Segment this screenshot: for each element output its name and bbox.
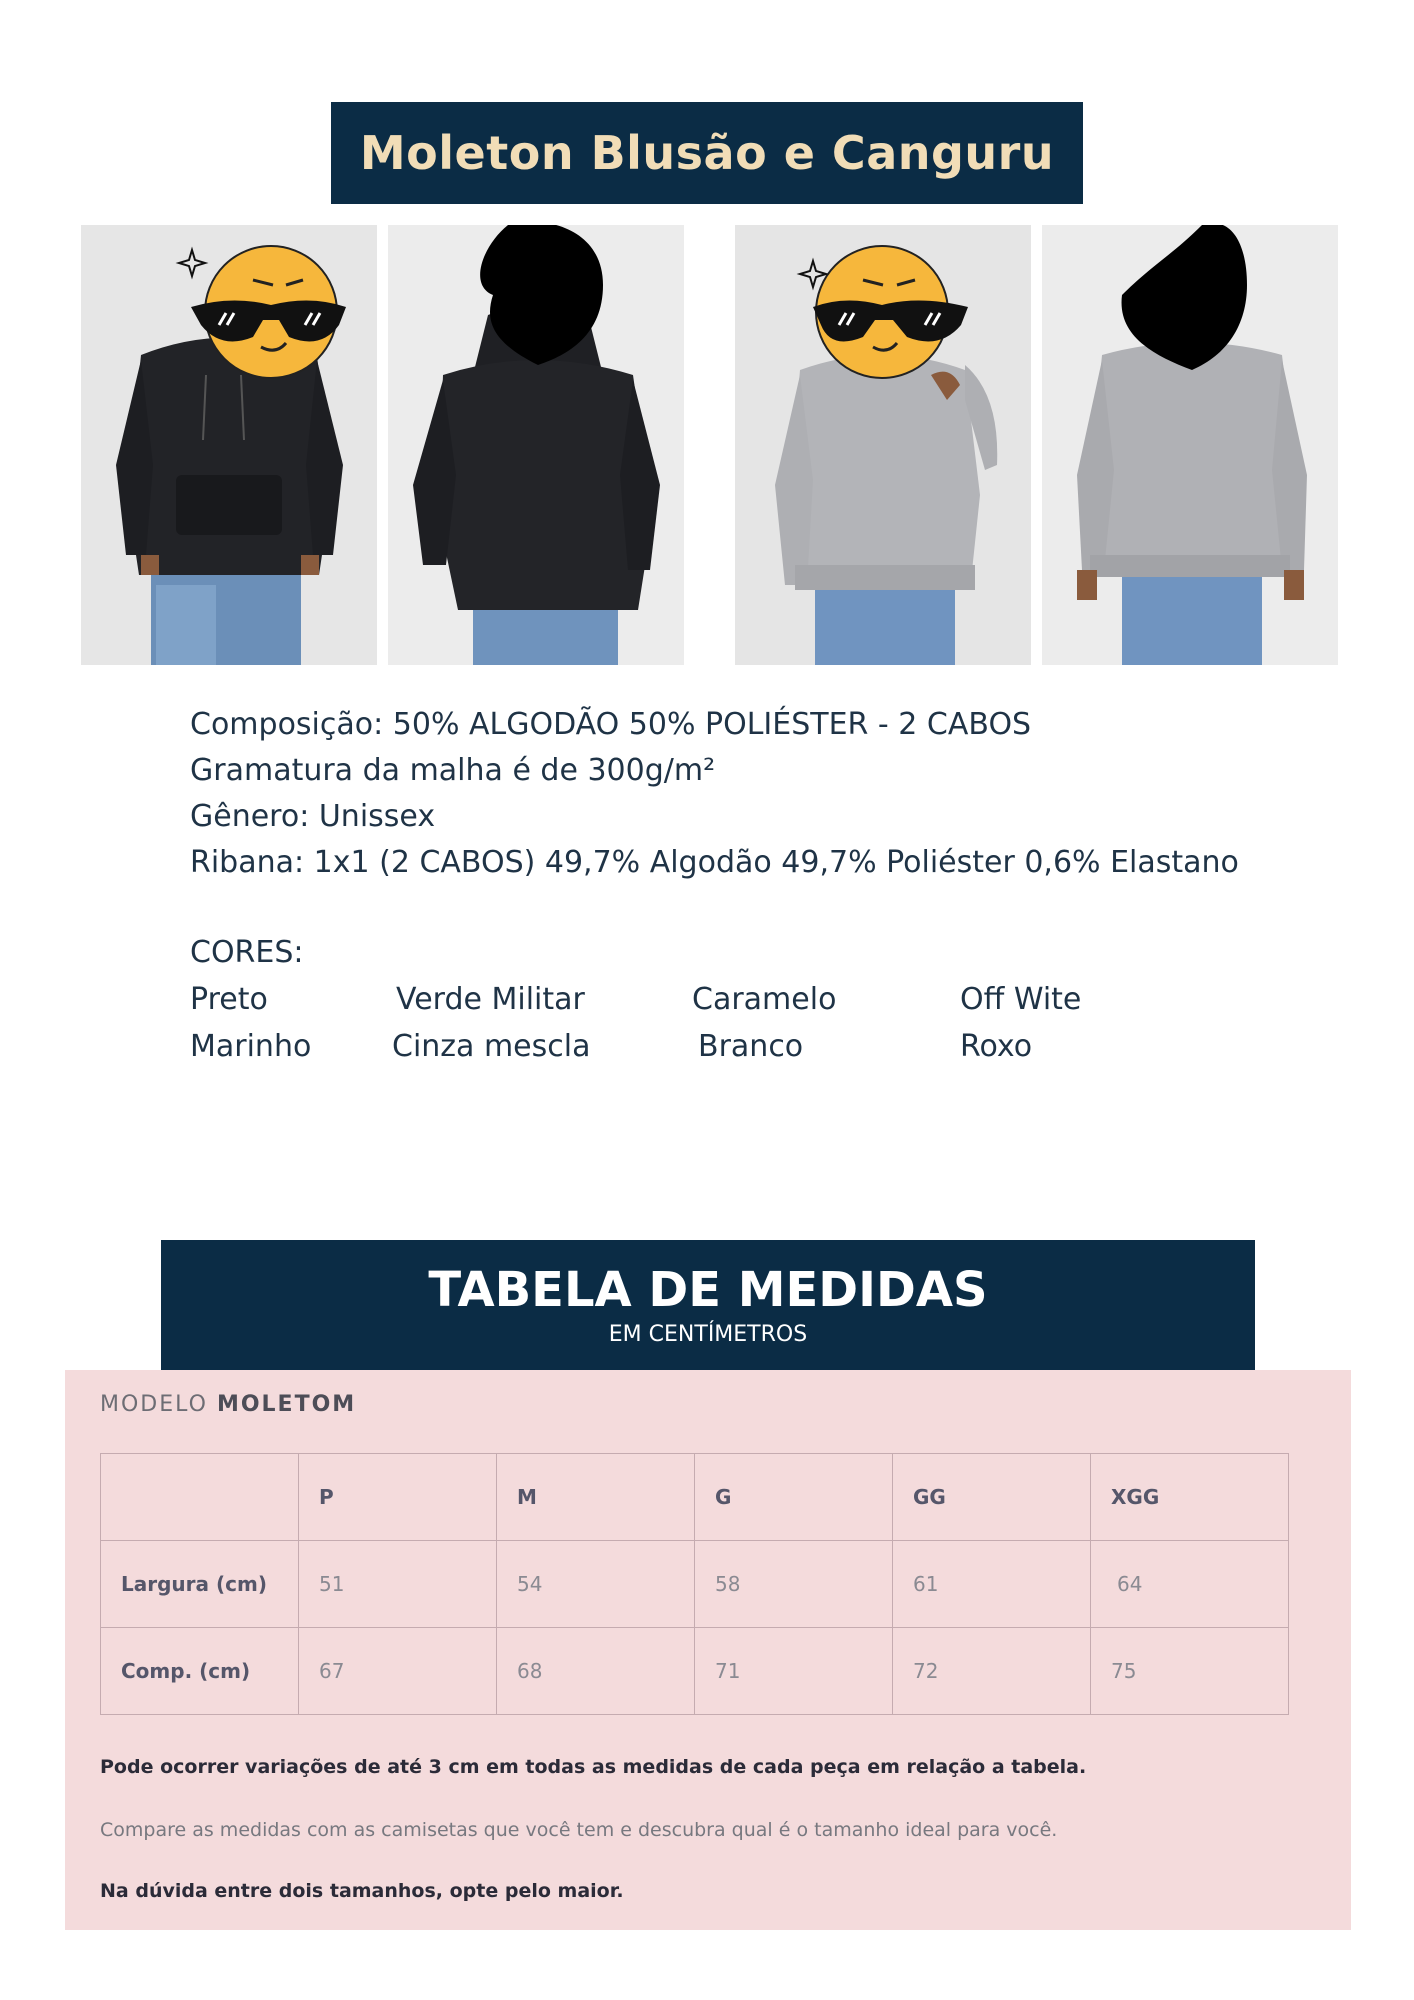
- color-item: Caramelo: [692, 982, 837, 1017]
- product-info: [190, 702, 1239, 886]
- table-header-row: [101, 1454, 1289, 1541]
- table-cell: 51: [299, 1541, 497, 1628]
- info-gramatura: Gramatura da malha é de 300g/m²: [190, 753, 716, 788]
- product-photo-grey-front: [735, 225, 1031, 665]
- model-name: MOLETOM: [216, 1392, 357, 1417]
- table-header-cell: XGG: [1091, 1454, 1289, 1541]
- table-cell: 68: [497, 1628, 695, 1715]
- table-cell: 58: [695, 1541, 893, 1628]
- color-item: Off Wite: [960, 982, 1082, 1017]
- table-cell: 72: [893, 1628, 1091, 1715]
- emoji-face-icon: [81, 225, 377, 665]
- emoji-face-icon: [735, 225, 1031, 665]
- table-cell: 75: [1091, 1628, 1289, 1715]
- color-item: Verde Militar: [396, 982, 585, 1017]
- color-item: Roxo: [960, 1029, 1033, 1064]
- model-prefix: MODELO: [100, 1392, 208, 1417]
- table-row-label: Comp. (cm): [101, 1628, 299, 1715]
- note-variation: Pode ocorrer variações de até 3 cm em todas as medidas de cada peça em relação a tabela.: [100, 1756, 1087, 1778]
- note-compare: Compare as medidas com as camisetas que você tem e descubra qual é o tamanho ideal para você.: [100, 1819, 1058, 1841]
- product-photo-grey-back: [1042, 225, 1338, 665]
- table-row: [101, 1628, 1289, 1715]
- table-cell: 54: [497, 1541, 695, 1628]
- page-title: Moleton Blusão e Canguru: [359, 126, 1055, 180]
- table-row-label: Largura (cm): [101, 1541, 299, 1628]
- model-label: [100, 1392, 356, 1417]
- info-composicao: Composição: 50% ALGODÃO 50% POLIÉSTER - 2 CABOS: [190, 707, 1032, 742]
- color-item: Cinza mescla: [392, 1029, 591, 1064]
- title-banner: [331, 102, 1083, 204]
- product-photo-black-back: [388, 225, 684, 665]
- table-cell: 71: [695, 1628, 893, 1715]
- table-header-cell: G: [695, 1454, 893, 1541]
- product-photo-black-front: [81, 225, 377, 665]
- color-item: Marinho: [190, 1029, 312, 1064]
- table-header-cell: [101, 1454, 299, 1541]
- size-table-subtitle: EM CENTÍMETROS: [608, 1322, 808, 1347]
- colors-label: CORES:: [190, 935, 304, 970]
- table-header-cell: M: [497, 1454, 695, 1541]
- table-header-cell: GG: [893, 1454, 1091, 1541]
- color-item: Branco: [698, 1029, 804, 1064]
- table-cell: 61: [893, 1541, 1091, 1628]
- info-genero: Gênero: Unissex: [190, 799, 436, 834]
- size-table-banner: [161, 1240, 1255, 1370]
- color-item: Preto: [190, 982, 268, 1017]
- table-row: [101, 1541, 1289, 1628]
- table-cell: 67: [299, 1628, 497, 1715]
- table-header-cell: P: [299, 1454, 497, 1541]
- size-table-panel: [65, 1370, 1351, 1930]
- note-doubt: Na dúvida entre dois tamanhos, opte pelo maior.: [100, 1880, 624, 1902]
- table-cell: 64: [1091, 1541, 1289, 1628]
- size-table-title: TABELA DE MEDIDAS: [428, 1262, 988, 1318]
- size-table: [100, 1453, 1289, 1715]
- info-ribana: Ribana: 1x1 (2 CABOS) 49,7% Algodão 49,7% Poliéster 0,6% Elastano: [190, 845, 1239, 880]
